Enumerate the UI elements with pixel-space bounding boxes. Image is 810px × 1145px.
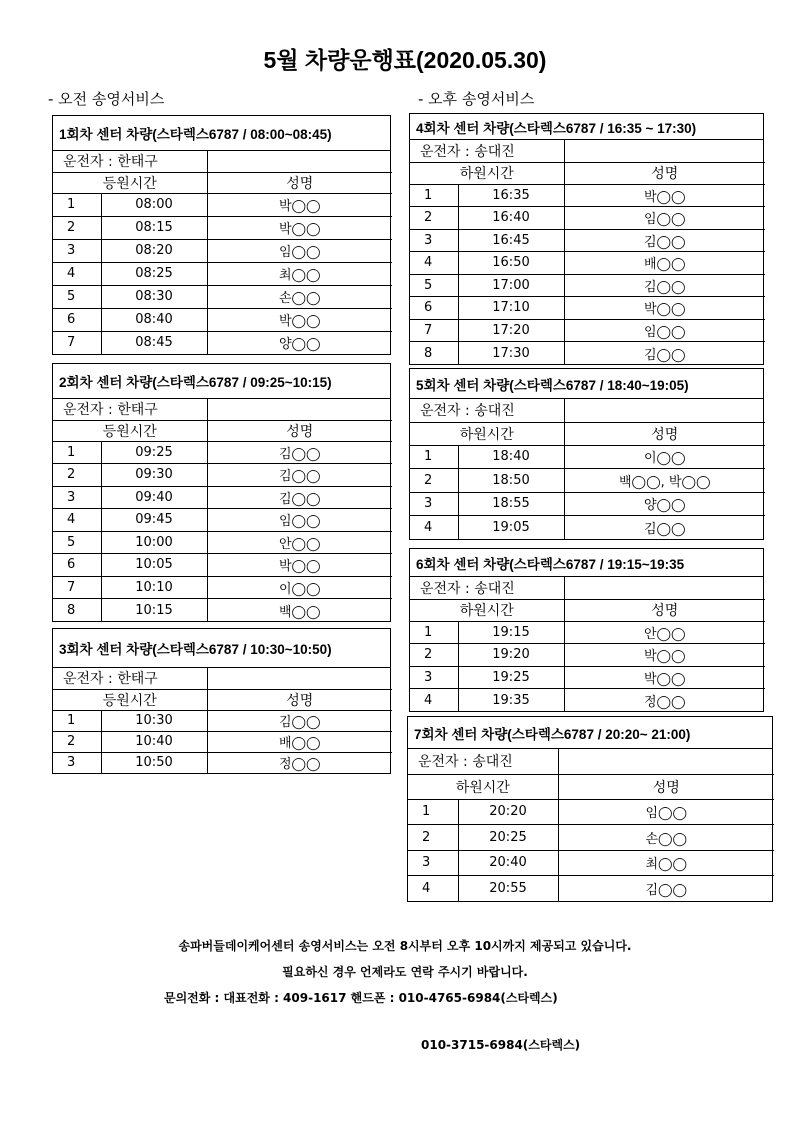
table-row [410,252,765,275]
table-row [53,464,392,487]
row-number: 3 [408,850,458,876]
row-number: 6 [53,554,101,577]
table-row [53,239,392,262]
row-name: 박◯◯ [564,666,765,689]
row-number: 1 [53,193,101,216]
table-row [53,509,392,532]
table-row [410,516,765,540]
table-row [53,193,392,216]
row-time: 19:20 [458,644,564,667]
row-name: 배◯◯ [207,731,392,752]
trip-block-afternoon-4 [407,716,773,902]
time-column-header: 하원시간 [410,162,564,184]
trip-table [53,668,392,773]
table-row [53,599,392,622]
row-time: 10:50 [101,752,207,773]
row-name: 이◯◯ [207,576,392,599]
name-column-header: 성명 [558,774,774,799]
table-row [410,229,765,252]
table-row [410,297,765,320]
trip-block-afternoon-2 [409,368,764,540]
row-name: 임◯◯ [564,319,765,342]
row-name: 임◯◯ [207,509,392,532]
row-number: 2 [410,644,458,667]
footer-phone-secondary: 010-3715-6984(스타렉스) [421,1038,581,1052]
table-row [408,876,774,902]
row-time: 10:00 [101,531,207,554]
row-time: 10:15 [101,599,207,622]
time-column-header: 등원시간 [53,689,207,710]
row-time: 16:40 [458,207,564,230]
row-name: 손◯◯ [558,825,774,851]
row-number: 6 [53,308,101,331]
row-number: 2 [53,216,101,239]
row-number: 4 [408,876,458,902]
afternoon-section-label: - 오후 송영서비스 [418,90,535,108]
row-name: 임◯◯ [558,799,774,825]
table-row [410,621,765,644]
table-row [408,850,774,876]
table-row [408,799,774,825]
row-name: 박◯◯ [564,297,765,320]
table-row [410,469,765,493]
row-number: 3 [410,492,458,516]
table-row [53,308,392,331]
row-number: 3 [410,229,458,252]
row-time: 08:25 [101,262,207,285]
row-name: 박◯◯ [207,554,392,577]
row-name: 양◯◯ [564,492,765,516]
row-time: 17:00 [458,274,564,297]
trip-table [410,577,765,711]
row-time: 08:15 [101,216,207,239]
driver-row-blank [207,668,392,689]
row-number: 5 [410,274,458,297]
row-name: 백◯◯ [278,604,321,620]
row-name: 배◯◯ [564,252,765,275]
time-column-header: 등원시간 [53,420,207,441]
table-row [410,207,765,230]
row-number: 2 [53,731,101,752]
row-number: 6 [410,297,458,320]
row-name: 안◯◯ [207,531,392,554]
table-row [408,825,774,851]
row-name: 김◯◯ [645,883,688,898]
time-column-header: 등원시간 [53,172,207,193]
driver-row [408,749,774,774]
table-row [53,216,392,239]
trip-block-afternoon-1 [409,113,764,365]
row-name: 임◯◯ [564,207,765,230]
row-name: 김◯◯ [207,710,392,731]
row-number: 1 [53,441,101,464]
row-number: 8 [410,342,458,365]
table-row [410,689,765,712]
row-number: 2 [53,464,101,487]
row-name: 양◯◯ [278,337,321,353]
page-title: 5월 차량운행표(2020.05.30) [263,47,547,73]
row-name: 김◯◯ [643,347,686,363]
row-number: 7 [53,331,101,354]
name-column-header: 성명 [564,599,765,621]
driver-name: 운전자 : 송대진 [410,577,564,599]
row-name: 박◯◯ [564,644,765,667]
driver-name: 운전자 : 송대진 [410,140,564,162]
row-number: 5 [53,285,101,308]
row-name: 최◯◯ [207,262,392,285]
table-row [410,492,765,516]
row-time: 17:30 [458,342,564,365]
row-number: 4 [410,516,458,540]
time-column-header: 하원시간 [408,774,558,799]
row-time: 19:05 [458,516,564,540]
trip-title: 5회차 센터 차량(스타렉스6787 / 18:40~19:05) [410,369,763,399]
row-time: 20:20 [458,799,558,825]
driver-name: 운전자 : 송대진 [408,749,558,774]
trip-table [408,749,774,901]
row-number: 1 [410,445,458,469]
table-row [53,531,392,554]
row-time: 08:20 [101,239,207,262]
table-row [53,752,392,773]
row-name: 박◯◯ [207,216,392,239]
row-time: 08:45 [101,331,207,354]
row-time: 19:15 [458,621,564,644]
footer-contact-note: 필요하신 경우 언제라도 연락 주시기 바랍니다. [282,965,528,979]
trip-title: 3회차 센터 차량(스타렉스6787 / 10:30~10:50) [53,629,390,668]
table-row [53,731,392,752]
driver-row-blank [564,577,765,599]
table-row [410,184,765,207]
row-time: 18:40 [458,445,564,469]
row-time: 10:05 [101,554,207,577]
trip-table [410,140,765,364]
driver-name: 운전자 : 한태구 [53,399,207,420]
table-row [53,554,392,577]
row-name: 이◯◯ [564,445,765,469]
table-row [53,441,392,464]
row-name: 백◯◯, 박◯◯ [564,469,765,493]
driver-row-blank [564,399,765,422]
row-name: 김◯◯ [564,229,765,252]
footer-phone-numbers: 문의전화 : 대표전화 : 409-1617 핸드폰 : 010-4765-6984(스타렉스) [164,991,558,1005]
row-time: 08:40 [101,308,207,331]
trip-block-morning-3 [52,628,391,774]
header-row [408,774,774,799]
table-row [410,319,765,342]
row-time: 17:20 [458,319,564,342]
table-row [53,710,392,731]
table-row [410,342,765,365]
name-column-header: 성명 [207,172,392,193]
table-row [410,666,765,689]
row-name: 최◯◯ [558,850,774,876]
table-row [53,576,392,599]
row-name: 안◯◯ [564,621,765,644]
trip-block-afternoon-3 [409,548,764,712]
row-time: 18:55 [458,492,564,516]
row-time: 09:40 [101,486,207,509]
driver-row-blank [207,151,392,172]
row-number: 8 [53,599,101,622]
trip-table [410,399,765,539]
row-name: 김◯◯ [207,441,392,464]
driver-row-blank [564,140,765,162]
row-number: 5 [53,531,101,554]
row-name: 박◯◯ [207,193,392,216]
row-time: 09:45 [101,509,207,532]
row-name: 김◯◯ [207,486,392,509]
row-name: 정◯◯ [278,757,321,773]
row-name: 박◯◯ [207,308,392,331]
driver-row [53,399,392,420]
table-row [53,285,392,308]
row-time: 20:55 [458,876,558,902]
name-column-header: 성명 [207,689,392,710]
row-number: 7 [53,576,101,599]
row-number: 3 [410,666,458,689]
row-time: 08:30 [101,285,207,308]
row-number: 3 [53,239,101,262]
name-column-header: 성명 [207,420,392,441]
header-row [53,689,392,710]
row-time: 10:10 [101,576,207,599]
row-number: 4 [410,252,458,275]
row-time: 09:30 [101,464,207,487]
trip-title: 7회차 센터 차량(스타렉스6787 / 20:20~ 21:00) [408,717,772,749]
morning-section-label: - 오전 송영서비스 [48,90,165,108]
header-row [53,172,392,193]
table-row [53,331,392,354]
row-number: 2 [410,469,458,493]
trip-title: 1회차 센터 차량(스타렉스6787 / 08:00~08:45) [53,116,390,151]
row-name: 김◯◯ [564,274,765,297]
row-number: 1 [410,184,458,207]
trip-block-morning-2 [52,363,391,622]
table-row [410,274,765,297]
row-number: 1 [53,710,101,731]
table-row [410,644,765,667]
row-time: 08:00 [101,193,207,216]
row-time: 16:50 [458,252,564,275]
row-number: 2 [408,825,458,851]
trip-table [53,399,392,621]
row-number: 1 [410,621,458,644]
trip-table [53,151,392,354]
table-row [410,445,765,469]
row-time: 19:25 [458,666,564,689]
driver-row [410,399,765,422]
row-number: 7 [410,319,458,342]
row-number: 4 [53,509,101,532]
row-time: 09:25 [101,441,207,464]
row-name: 김◯◯ [207,464,392,487]
row-name: 박◯◯ [564,184,765,207]
row-name: 손◯◯ [207,285,392,308]
row-time: 16:35 [458,184,564,207]
row-number: 4 [410,689,458,712]
row-time: 10:40 [101,731,207,752]
row-time: 20:25 [458,825,558,851]
row-number: 3 [53,752,101,773]
table-row [53,262,392,285]
name-column-header: 성명 [564,162,765,184]
footer-service-hours: 송파버들데이케어센터 송영서비스는 오전 8시부터 오후 10시까지 제공되고 있습니다. [178,939,632,953]
header-row [53,420,392,441]
trip-block-morning-1 [52,115,391,355]
row-name: 임◯◯ [207,239,392,262]
trip-title: 6회차 센터 차량(스타렉스6787 / 19:15~19:35 [410,549,763,577]
row-number: 3 [53,486,101,509]
header-row [410,162,765,184]
row-name: 김◯◯ [643,522,686,537]
driver-name: 운전자 : 한태구 [53,668,207,689]
row-name: 정◯◯ [643,694,686,710]
row-time: 20:40 [458,850,558,876]
time-column-header: 하원시간 [410,422,564,445]
row-time: 10:30 [101,710,207,731]
row-time: 19:35 [458,689,564,712]
header-row [410,422,765,445]
row-number: 4 [53,262,101,285]
driver-name: 운전자 : 송대진 [410,399,564,422]
row-time: 18:50 [458,469,564,493]
row-time: 17:10 [458,297,564,320]
row-number: 2 [410,207,458,230]
driver-row [410,140,765,162]
driver-row-blank [558,749,774,774]
trip-title: 4회차 센터 차량(스타렉스6787 / 16:35 ~ 17:30) [410,114,763,140]
table-row [53,486,392,509]
row-time: 16:45 [458,229,564,252]
name-column-header: 성명 [564,422,765,445]
row-number: 1 [408,799,458,825]
trip-title: 2회차 센터 차량(스타렉스6787 / 09:25~10:15) [53,364,390,399]
driver-row [410,577,765,599]
driver-row-blank [207,399,392,420]
time-column-header: 하원시간 [410,599,564,621]
driver-row [53,668,392,689]
driver-row [53,151,392,172]
header-row [410,599,765,621]
driver-name: 운전자 : 한태구 [53,151,207,172]
